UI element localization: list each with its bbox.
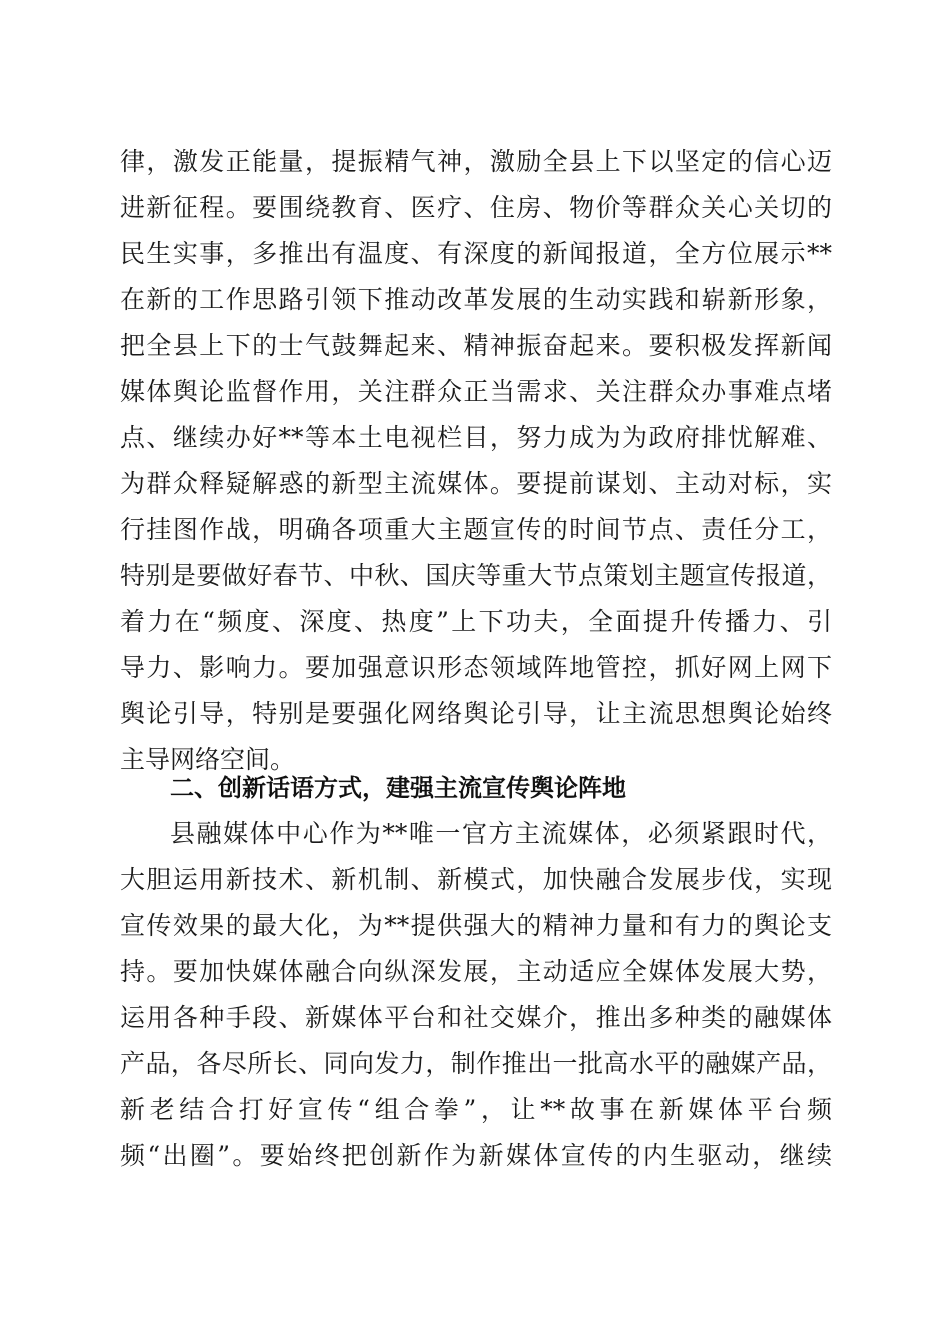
paragraph-1-line-2: 进新征程。要围绕教育、医疗、住房、物价等群众关心关切的 — [120, 193, 832, 222]
paragraph-1-line-13: 舆论引导，特别是要强化网络舆论引导，让主流思想舆论始终 — [120, 699, 832, 728]
paragraph-2-line-8: 频“出圈”。要始终把创新作为新媒体宣传的内生驱动，继续 — [120, 1141, 832, 1170]
paragraph-2-line-4: 持。要加快媒体融合向纵深发展，主动适应全媒体发展大势， — [120, 957, 832, 986]
paragraph-2-line-6: 产品，各尽所长、同向发力，制作推出一批高水平的融媒产品， — [120, 1049, 832, 1078]
paragraph-2-line-2: 大胆运用新技术、新机制、新模式，加快融合发展步伐，实现 — [120, 865, 832, 894]
paragraph-1-line-7: 点、继续办好**等本土电视栏目，努力成为为政府排忧解难、 — [120, 423, 832, 452]
paragraph-1-line-5: 把全县上下的士气鼓舞起来、精神振奋起来。要积极发挥新闻 — [120, 331, 832, 360]
paragraph-2-line-1: 县融媒体中心作为**唯一官方主流媒体，必须紧跟时代， — [170, 819, 832, 848]
paragraph-1-line-12: 导力、影响力。要加强意识形态领域阵地管控，抓好网上网下 — [120, 653, 832, 682]
paragraph-2-line-3: 宣传效果的最大化，为**提供强大的精神力量和有力的舆论支 — [120, 911, 832, 940]
paragraph-1-line-10: 特别是要做好春节、中秋、国庆等重大节点策划主题宣传报道， — [120, 561, 832, 590]
paragraph-1-line-1: 律，激发正能量，提振精气神，激励全县上下以坚定的信心迈 — [120, 147, 832, 176]
paragraph-1-line-3: 民生实事，多推出有温度、有深度的新闻报道，全方位展示** — [120, 239, 832, 268]
paragraph-1-line-4: 在新的工作思路引领下推动改革发展的生动实践和崭新形象， — [120, 285, 832, 314]
paragraph-1-line-11: 着力在“频度、深度、热度”上下功夫，全面提升传播力、引 — [120, 607, 832, 636]
paragraph-1-line-8: 为群众释疑解惑的新型主流媒体。要提前谋划、主动对标，实 — [120, 469, 832, 498]
section-heading: 二、创新话语方式，建强主流宣传舆论阵地 — [170, 774, 626, 802]
paragraph-1-line-6: 媒体舆论监督作用，关注群众正当需求、关注群众办事难点堵 — [120, 377, 832, 406]
paragraph-2-line-5: 运用各种手段、新媒体平台和社交媒介，推出多种类的融媒体 — [120, 1003, 832, 1032]
paragraph-1-line-9: 行挂图作战，明确各项重大主题宣传的时间节点、责任分工， — [120, 515, 832, 544]
paragraph-2-line-7: 新老结合打好宣传“组合拳”，让**故事在新媒体平台频 — [120, 1095, 832, 1124]
paragraph-1-line-14: 主导网络空间。 — [120, 745, 296, 774]
